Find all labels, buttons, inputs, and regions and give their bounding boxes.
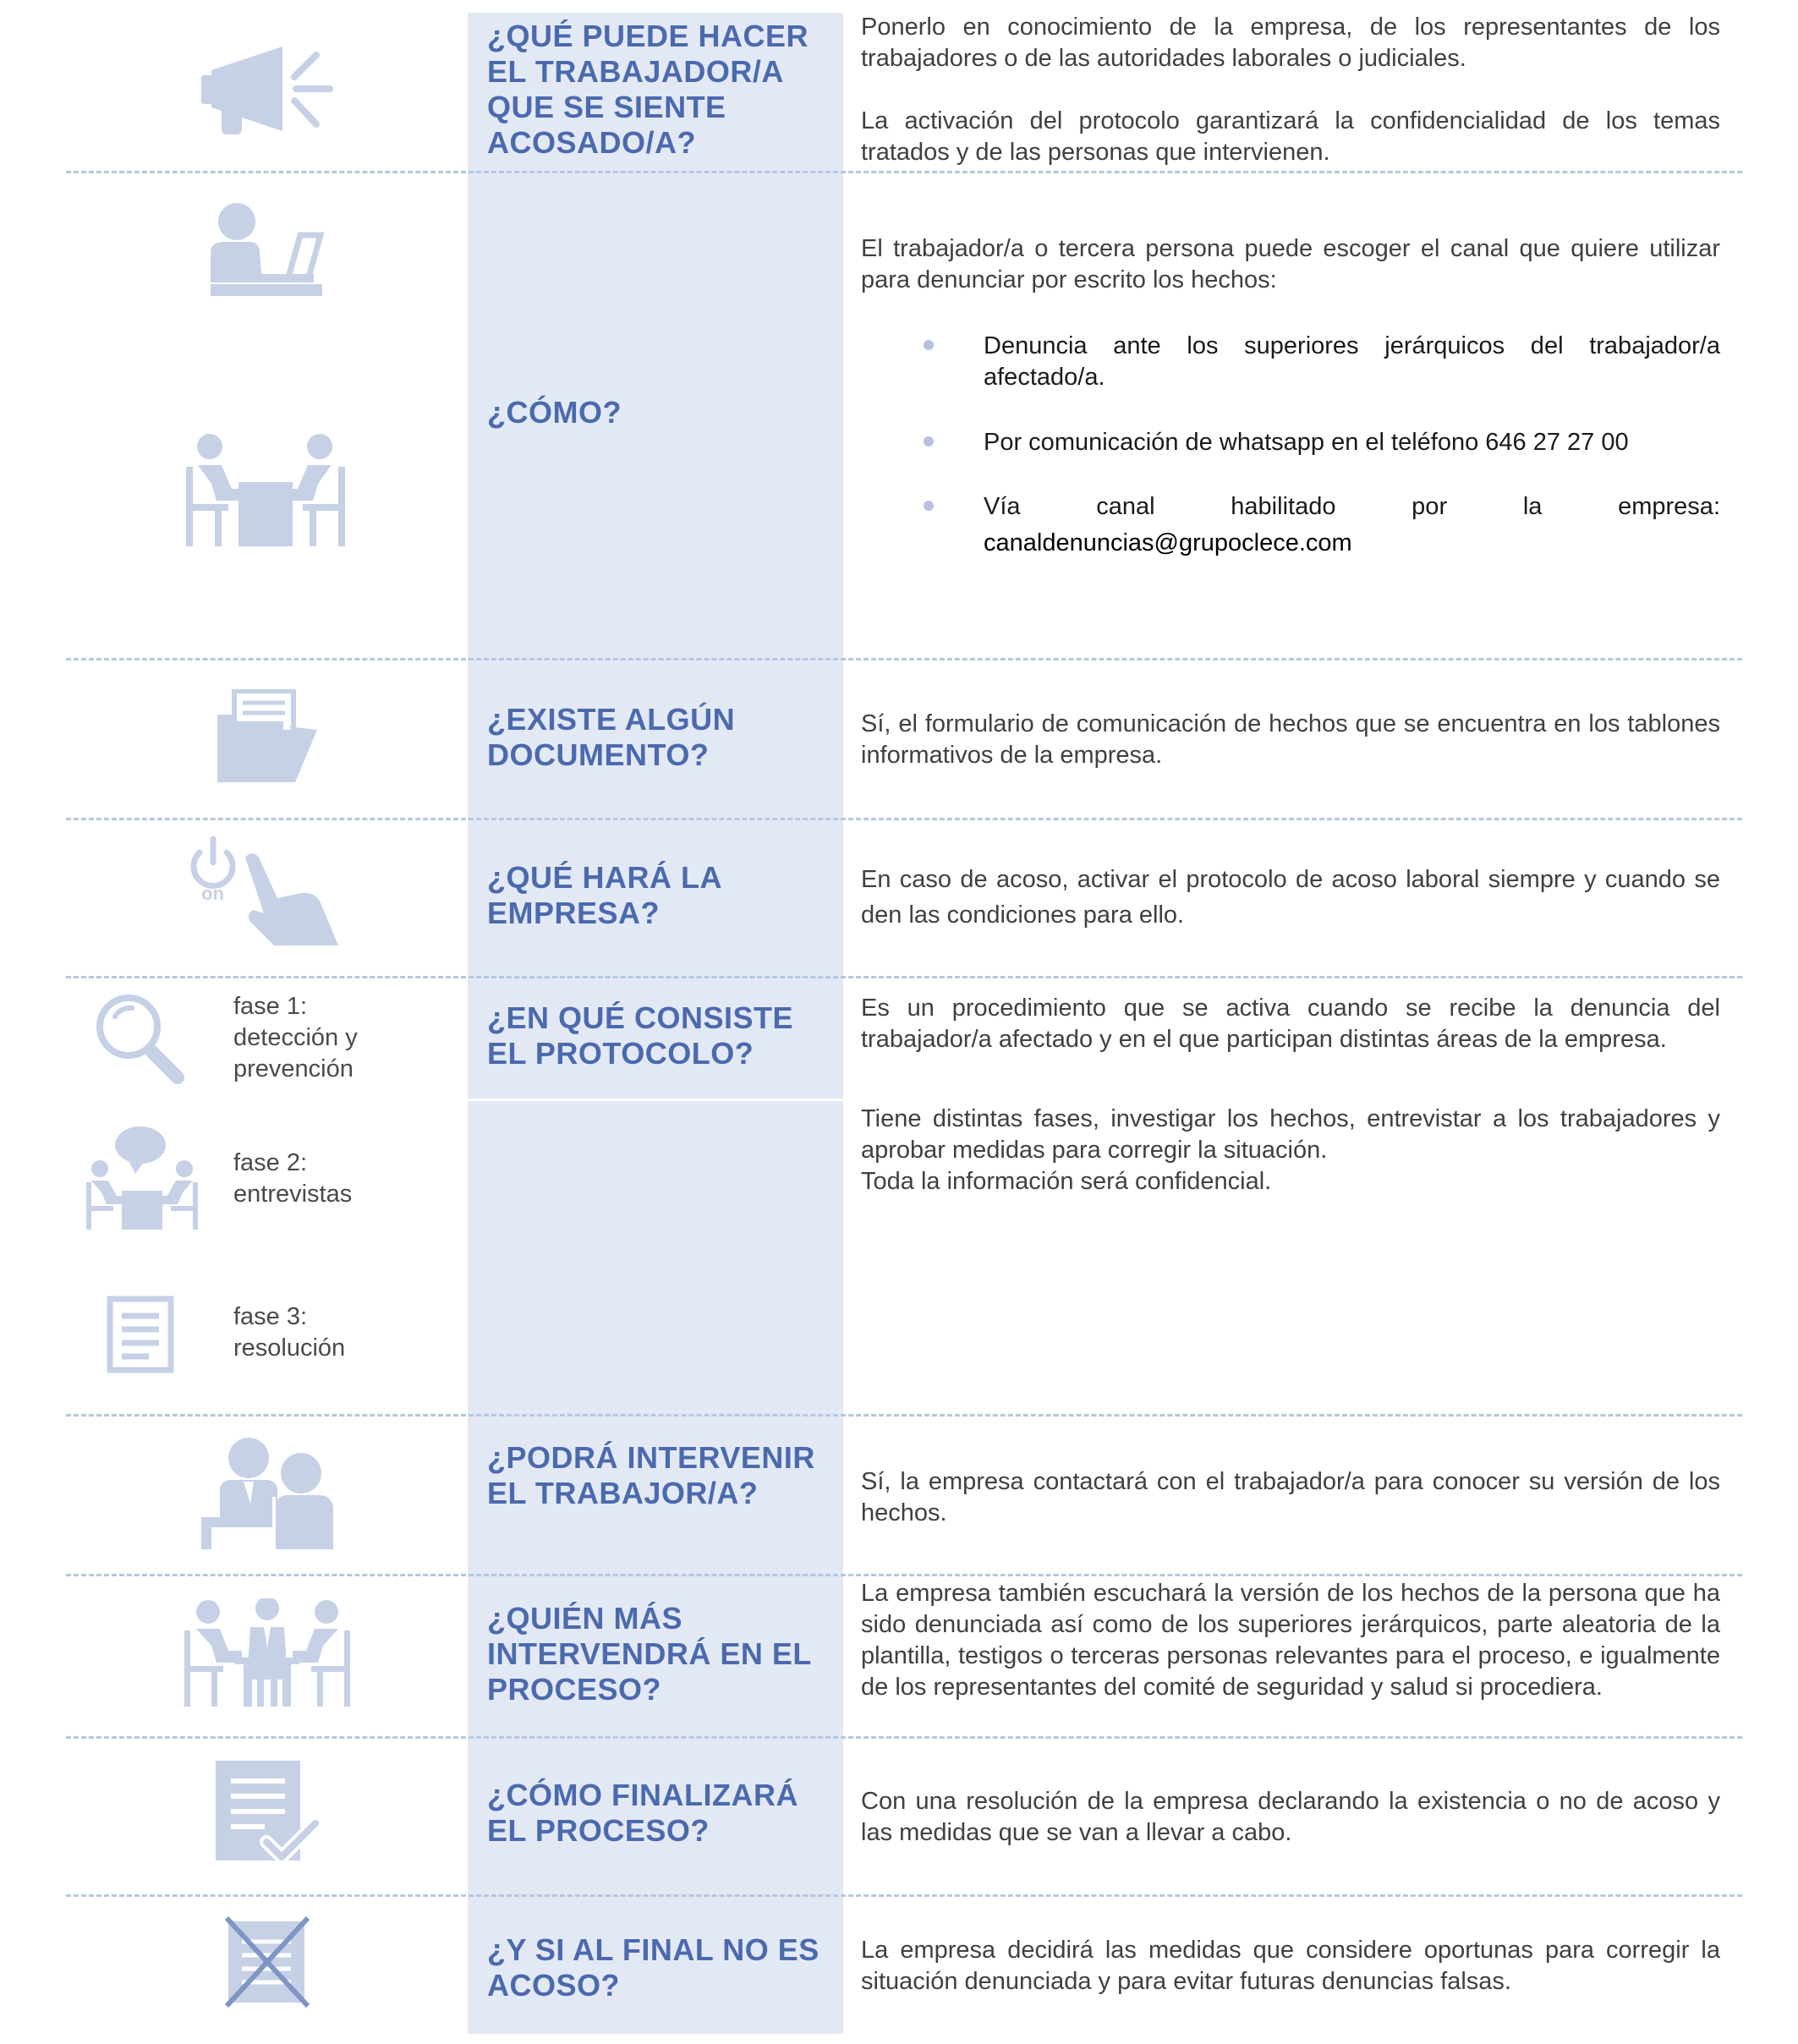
answer-paragraph: Es un procedimiento que se activa cuando se recibe la denuncia del trabajador/a afectado y en el que participan distintas áreas de la empresa. [861, 995, 1720, 1053]
document-cross-icon [225, 1916, 310, 2008]
power-on-hand-icon [189, 834, 347, 949]
row-separator [66, 1894, 1742, 1897]
folder-documents-icon [216, 689, 319, 784]
magnifier-icon [93, 991, 184, 1084]
row-separator [66, 818, 1742, 820]
question-y-si-no-es-acoso: ¿Y SI AL FINAL NO ES ACOSO? [487, 1932, 820, 2003]
document-list-icon [107, 1296, 176, 1373]
answer-que-hara-empresa [861, 862, 1720, 933]
answer-paragraph: Con una resolución de la empresa declarando la existencia o no de acoso y las medidas que se van a llevar a cabo. [861, 1788, 1720, 1846]
megaphone-icon [200, 47, 335, 136]
question-como-finalizara: ¿CÓMO FINALIZARÁ EL PROCESO? [487, 1778, 798, 1848]
answer-paragraph: Tiene distintas fases, investigar los hechos, entrevistar a los trabajadores y aprobar medidas para corregir la situación. [861, 1105, 1720, 1164]
answer-paragraph: Ponerlo en conocimiento de la empresa, de los representantes de los trabajadores o de las autoridades laborales o judiciales. [861, 14, 1720, 72]
answer-existe-documento [861, 709, 1720, 771]
bullet-text: Vía canal habilitado por la empresa: [984, 493, 1720, 520]
meeting-table-icon [183, 433, 348, 548]
question-como: ¿CÓMO? [487, 395, 622, 430]
question-podra-intervenir: ¿PODRÁ INTERVENIR EL TRABAJOR/A? [487, 1440, 815, 1510]
answer-y-si-no-es-acoso [861, 1935, 1720, 1997]
answer-paragraph: Sí, el formulario de comunicación de hechos que se encuentra en los tablones informativos de la empresa. [861, 710, 1720, 769]
row-separator [66, 658, 1742, 660]
question-que-puede-hacer: ¿QUÉ PUEDE HACER EL TRABAJADOR/A QUE SE SIENTE ACOSADO/A? [487, 19, 809, 160]
bullet-item [984, 491, 1720, 523]
person-laptop-icon [206, 201, 326, 299]
bullet-text: Denuncia ante los superiores jerárquicos del trabajador/a afectado/a. [984, 332, 1720, 391]
bullet-dot [924, 436, 934, 447]
answer-como [861, 233, 1720, 296]
two-people-desk-icon [200, 1436, 335, 1551]
answer-en-que-consiste-fases [861, 1104, 1720, 1197]
bullet-item [984, 427, 1720, 458]
question-que-hara-empresa: ¿QUÉ HARÁ LA EMPRESA? [487, 860, 721, 930]
answer-paragraph: En caso de acoso, activar el protocolo de acoso laboral siempre y cuando se den las condiciones para ello. [861, 866, 1720, 929]
interview-icon [85, 1125, 200, 1231]
answer-paragraph: La empresa decidirá las medidas que considere oportunas para corregir la situación denunciada y para evitar futuras denuncias falsas. [861, 1937, 1720, 1995]
answer-paragraph: La activación del protocolo garantizará la confidencialidad de los temas tratados y de las personas que intervienen. [861, 107, 1720, 166]
answer-paragraph: La empresa también escuchará la versión de los hechos de la persona que ha sido denunciada así como de los superiores jerárquicos, parte aleatoria de la plantilla, testigos o terceras personas relevantes para el proceso, e igualmente de los representantes del comité de seguridad y salud si procediera. [861, 1580, 1720, 1701]
answer-paragraph: Toda la información será confidencial. [861, 1168, 1272, 1195]
on-label: on [201, 883, 224, 904]
row-separator [66, 171, 1742, 173]
bullet-dot [924, 501, 934, 511]
question-existe-documento: ¿EXISTE ALGÚN DOCUMENTO? [487, 702, 736, 772]
group-meeting-icon [183, 1598, 352, 1708]
document-check-icon [214, 1759, 321, 1866]
email-link[interactable]: canaldenuncias@grupoclece.com [984, 529, 1352, 556]
phase-1-label: fase 1: detección y prevención [233, 993, 358, 1082]
row-separator [66, 1414, 1742, 1417]
bullet-dot [924, 340, 934, 350]
bullet-item [984, 331, 1720, 393]
answer-en-que-consiste [861, 993, 1720, 1055]
answer-quien-mas [861, 1578, 1720, 1703]
question-column-divider [468, 1099, 843, 1101]
answer-paragraph: El trabajador/a o tercera persona puede escoger el canal que quiere utilizar para denunciar por escrito los hechos: [861, 235, 1720, 293]
question-en-que-consiste: ¿EN QUÉ CONSISTE EL PROTOCOLO? [487, 1000, 794, 1071]
answer-que-puede-hacer [861, 12, 1720, 168]
row-separator [66, 976, 1742, 978]
row-separator [66, 1574, 1742, 1576]
answer-podra-intervenir [861, 1466, 1720, 1529]
answer-paragraph: Sí, la empresa contactará con el trabajador/a para conocer su versión de los hechos. [861, 1468, 1720, 1526]
phase-3-label: fase 3: resolución [233, 1303, 346, 1362]
bullet-text: Por comunicación de whatsapp en el teléfono 646 27 27 00 [984, 429, 1629, 456]
row-separator [66, 1736, 1742, 1739]
answer-como-finalizara [861, 1786, 1720, 1849]
question-quien-mas: ¿QUIÉN MÁS INTERVENDRÁ EN EL PROCESO? [487, 1601, 812, 1707]
phase-2-label: fase 2: entrevistas [233, 1149, 353, 1208]
